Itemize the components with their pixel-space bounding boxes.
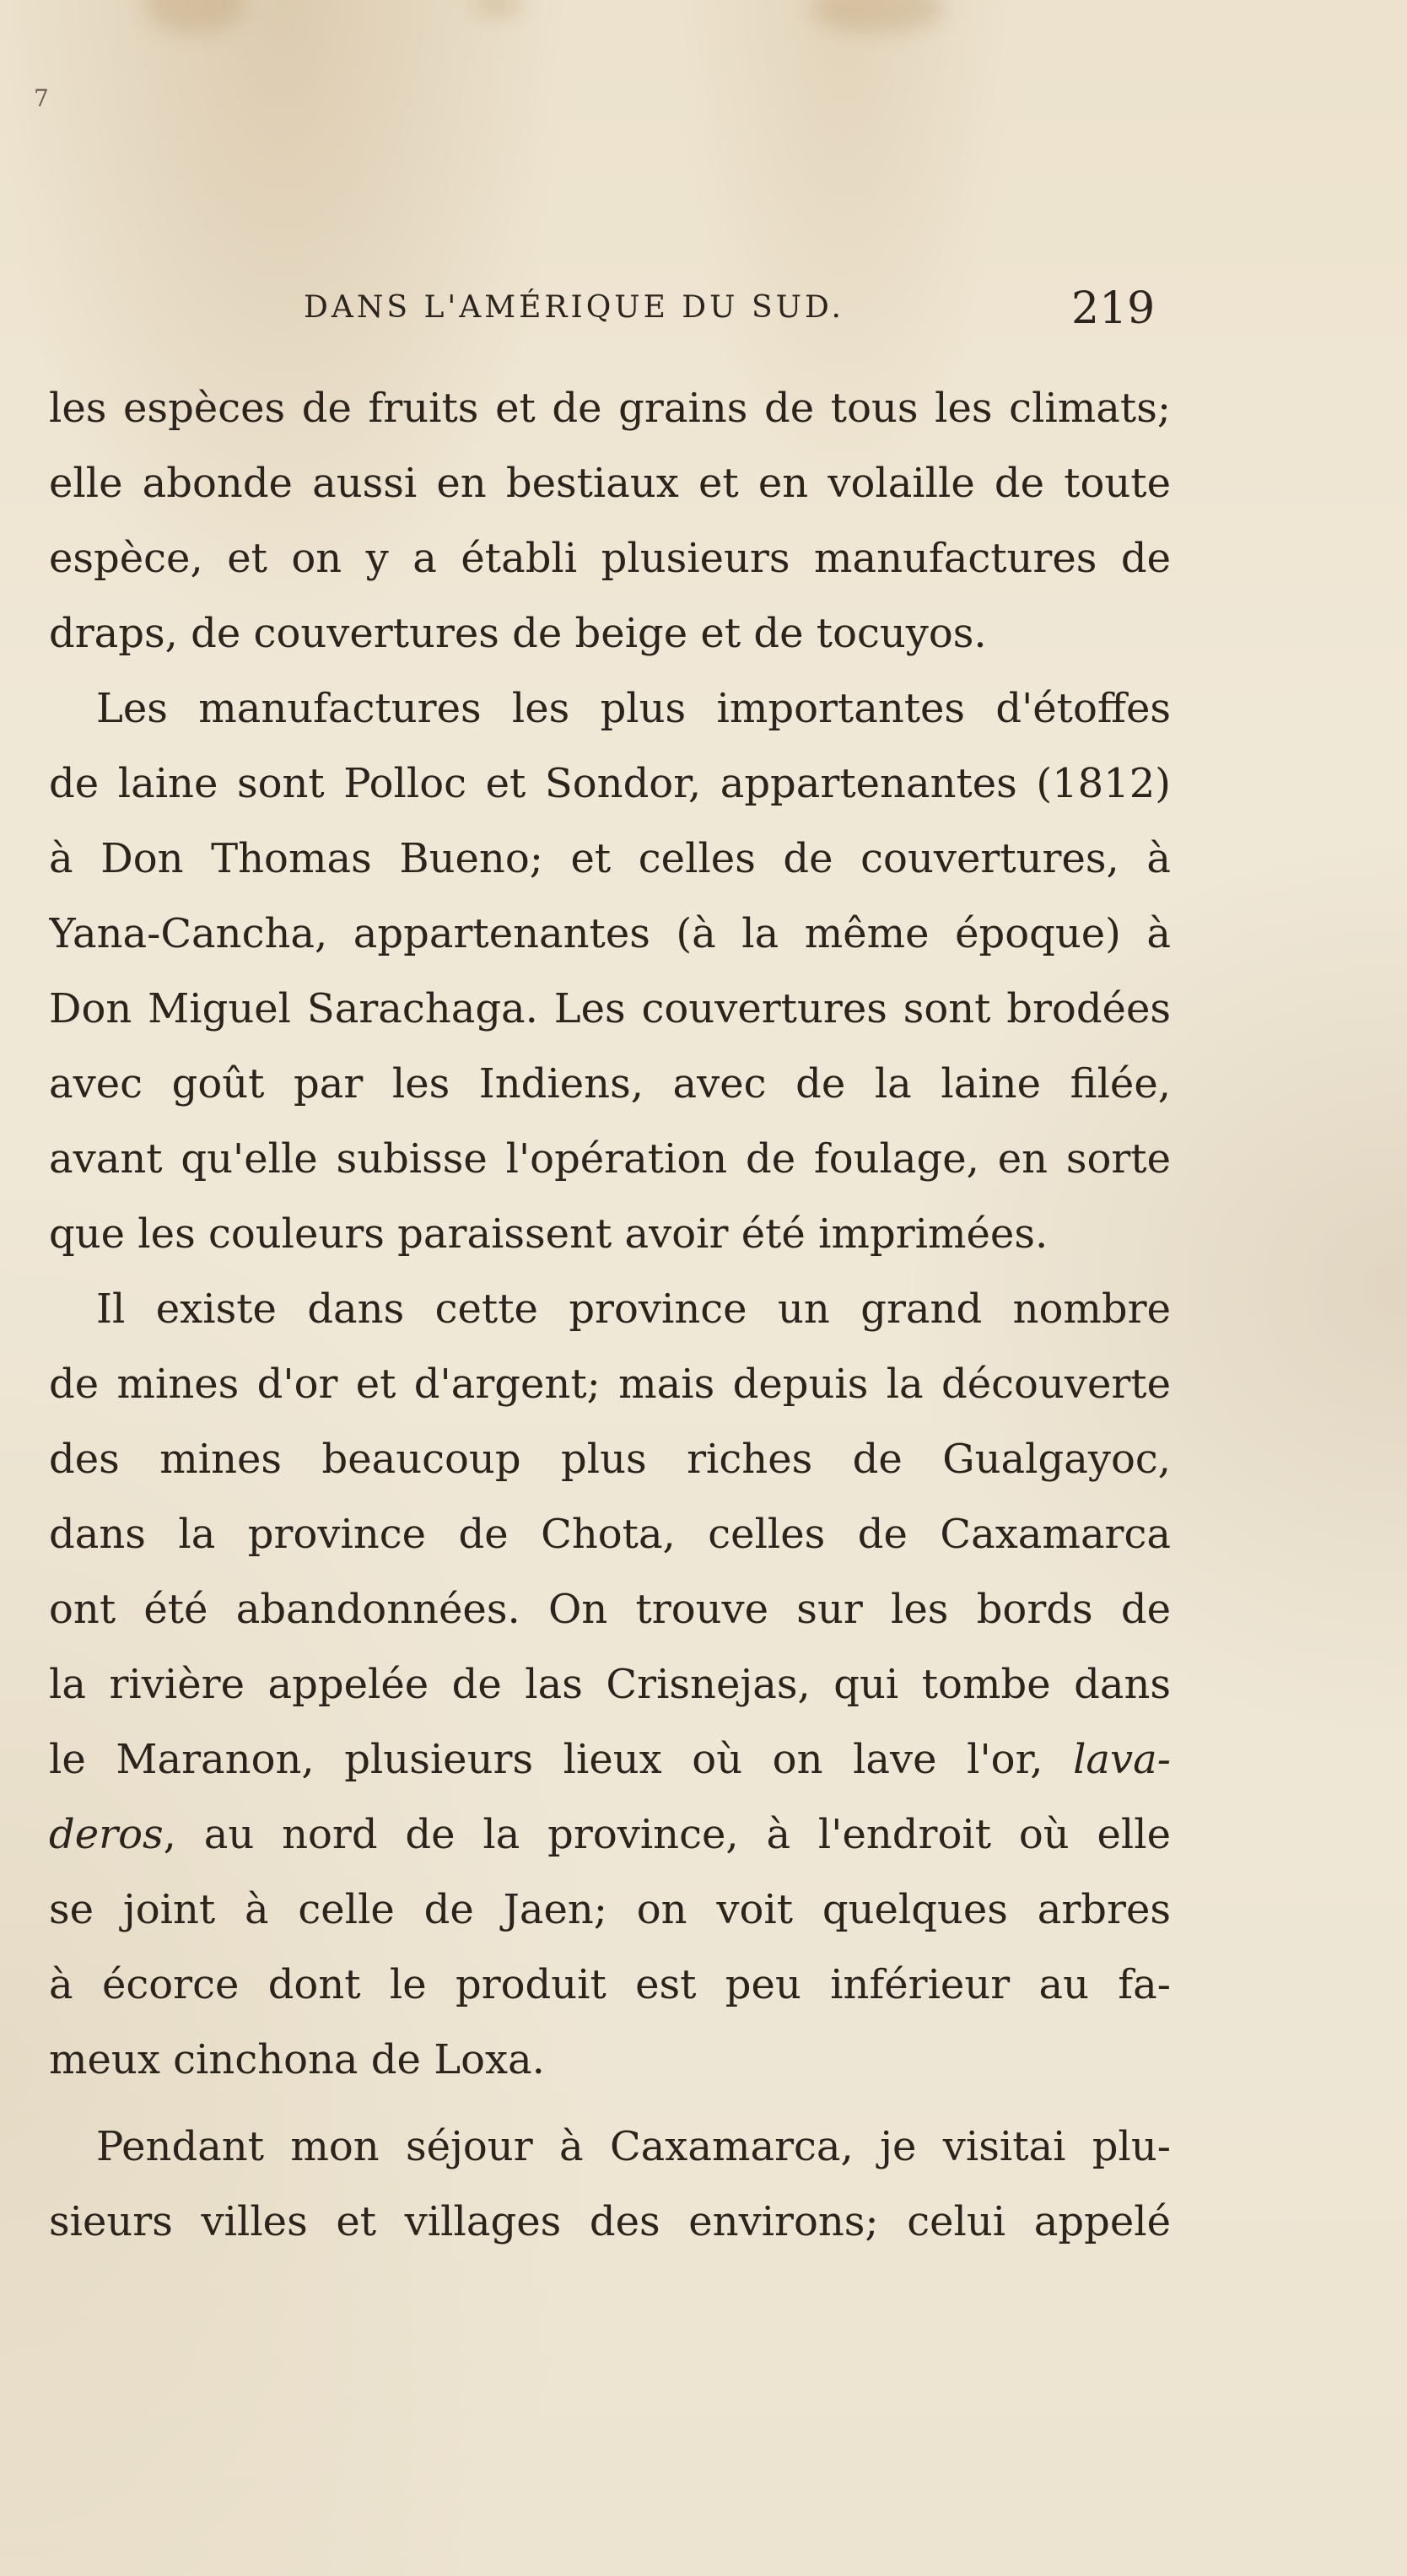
text-line: des mines beaucoup plus riches de Gualgayoc, xyxy=(49,1436,1171,1483)
paper-stain xyxy=(810,0,945,34)
text-line: Les manufactures les plus importantes d'étoffes xyxy=(96,685,1171,732)
text-line: à Don Thomas Bueno; et celles de couvertures, à xyxy=(49,835,1171,882)
text-line: les espèces de fruits et de grains de tous les climats; xyxy=(49,385,1171,432)
text-line: de laine sont Polloc et Sondor, appartenantes (1812) xyxy=(49,760,1171,807)
italic-term: lava- xyxy=(1073,1736,1171,1783)
body-text xyxy=(49,371,1171,2260)
text-segment: , au nord de la province, à l'endroit où elle xyxy=(163,1811,1171,1858)
text-line: avant qu'elle subisse l'opération de foulage, en sorte xyxy=(49,1135,1171,1183)
text-line: elle abonde aussi en bestiaux et en volaille de toute xyxy=(49,460,1171,507)
text-line: dans la province de Chota, celles de Caxamarca xyxy=(49,1511,1171,1558)
running-head: DANS L'AMÉRIQUE DU SUD. xyxy=(304,290,844,325)
italic-term: deros xyxy=(49,1811,164,1858)
text-line: espèce, et on y a établi plusieurs manufactures de xyxy=(49,535,1171,582)
text-line: se joint à celle de Jaen; on voit quelques arbres xyxy=(49,1886,1171,1933)
text-line: avec goût par les Indiens, avec de la laine filée, xyxy=(49,1060,1171,1107)
text-line: à écorce dont le produit est peu inférieur au fa- xyxy=(49,1961,1171,2008)
text-line: Don Miguel Sarachaga. Les couvertures sont brodées xyxy=(49,985,1171,1032)
text-line: que les couleurs paraissent avoir été imprimées. xyxy=(49,1210,1049,1258)
paper-stain xyxy=(143,0,245,34)
text-line: Il existe dans cette province un grand nombre xyxy=(96,1285,1171,1333)
text-line: ont été abandonnées. On trouve sur les bords de xyxy=(49,1586,1171,1633)
text-line: de mines d'or et d'argent; mais depuis la découverte xyxy=(49,1361,1171,1408)
page-number: 219 xyxy=(1071,283,1156,334)
text-line: la rivière appelée de las Crisnejas, qui tombe dans xyxy=(49,1661,1171,1708)
text-line: meux cinchona de Loxa. xyxy=(49,2036,545,2083)
paper-stain xyxy=(472,0,523,17)
text-line: draps, de couvertures de beige et de tocuyos. xyxy=(49,610,987,657)
text-line: sieurs villes et villages des environs; celui appelé xyxy=(49,2198,1171,2245)
text-segment: le Maranon, plusieurs lieux où on lave l'or, xyxy=(49,1736,1043,1783)
text-line xyxy=(49,1797,1171,1873)
text-line: Pendant mon séjour à Caxamarca, je visitai plu- xyxy=(96,2123,1171,2170)
corner-mark: 7 xyxy=(34,84,49,112)
text-line: Yana-Cancha, appartenantes (à la même époque) à xyxy=(49,910,1171,957)
text-line xyxy=(49,1722,1171,1797)
